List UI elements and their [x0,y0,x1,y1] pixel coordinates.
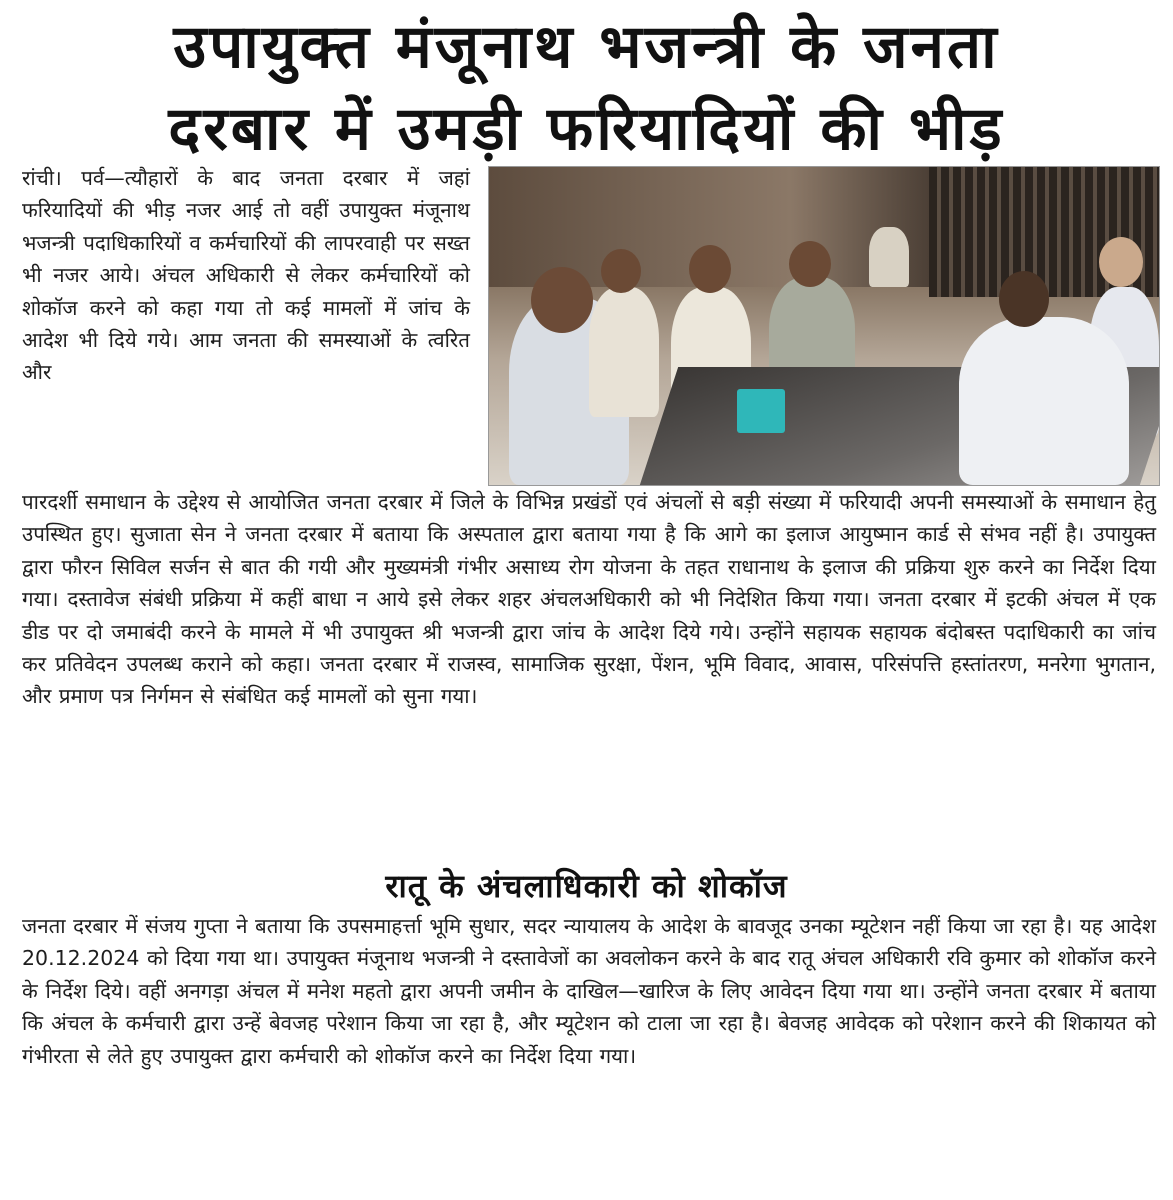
photo-person [589,287,659,417]
photo-official [959,317,1129,485]
photo-person-head [531,267,593,333]
subheading: रातू के अंचलाधिकारी को शोकॉज [385,867,788,905]
photo-person-head [1099,237,1143,287]
news-photo [488,166,1160,486]
headline [0,6,1173,170]
photo-person-head [601,249,641,293]
headline-line-2: दरबार में उमड़ी फरियादियों की भीड़ [168,94,1005,164]
lead-paragraph: रांची। पर्व—त्यौहारों के बाद जनता दरबार में जहां फरियादियों की भीड़ नजर आई तो वहीं उपायुक्त मंजूनाथ भजन्त्री पदाधिकारियों व कर्मचारियों की लापरवाही पर सख्त भी नजर आये। अंचल अधिकारी से लेकर कर्मचारियों को शोकॉज करने को कहा गया तो कई मामलों में जांच के आदेश भी दिये गये। आम जनता की समस्याओं के त्वरित और [22,166,470,385]
photo-person [869,227,909,287]
main-paragraph: पारदर्शी समाधान के उद्देश्य से आयोजित जनता दरबार में जिले के विभिन्न प्रखंडों एवं अंचलों से बड़ी संख्या में फरियादी अपनी समस्याओं के समाधान हेतु उपस्थित हुए। सुजाता सेन ने जनता दरबार में बताया कि अस्पताल द्वारा बताया गया है कि आगे का इलाज आयुष्मान कार्ड से संभव नहीं है। उपायुक्त द्वारा फौरन सिविल सर्जन से बात की गयी और मुख्यमंत्री गंभीर असाध्य रोग योजना के तहत राधानाथ के इलाज की प्रक्रिया शुरु करने का निर्देश दिया गया। दस्तावेज संबंधी प्रक्रिया में कहीं बाधा न आये इसे लेकर शहर अंचलअधिकारी को भी निदेशित किया गया। जनता दरबार में इटकी अंचल में एक डीड पर दो जमाबंदी करने के मामले में भी उपायुक्त श्री भजन्त्री द्वारा जांच के आदेश दिये गये। उन्होंने सहायक सहायक बंदोबस्त पदाधिकारी का जांच कर प्रतिवेदन उपलब्ध कराने को कहा। जनता दरबार में राजस्व, सामाजिक सुरक्षा, पेंशन, भूमि विवाद, आवास, परिसंपत्ति हस्तांतरण, मनरेगा भुगतान, और प्रमाण पत्र निर्गमन से संबंधित कई मामलों को सुना गया। [22,490,1156,709]
photo-person-head [689,245,731,293]
second-paragraph: जनता दरबार में संजय गुप्ता ने बताया कि उपसमाहर्त्ता भूमि सुधार, सदर न्यायालय के आदेश के बावजूद उनका म्यूटेशन नहीं किया जा रहा है। यह आदेश 20.12.2024 को दिया गया था। उपायुक्त मंजूनाथ भजन्त्री ने दस्तावेजों का अवलोकन करने के बाद रातू अंचल अधिकारी रवि कुमार को शोकॉज करने के निर्देश दिये। वहीं अनगड़ा अंचल में मनेश महतो द्वारा अपनी जमीन के दाखिल—खारिज के लिए आवेदन दिया गया था। उन्होंने जनता दरबार में बताया कि अंचल के कर्मचारी द्वारा उन्हें बेवजह परेशान किया जा रहा है, और म्यूटेशन को टाला जा रहा है। बेवजह आवेदक को परेशान करने की शिकायत को गंभीरता से लेते हुए उपायुक्त द्वारा कर्मचारी को शोकॉज करने का निर्देश दिया गया। [22,914,1156,1068]
headline-line-1: उपायुक्त मंजूनाथ भजन्त्री के जनता [173,12,1000,82]
photo-person-head [789,241,831,287]
photo-official-head [999,271,1049,327]
photo-tissue-box [737,389,785,433]
